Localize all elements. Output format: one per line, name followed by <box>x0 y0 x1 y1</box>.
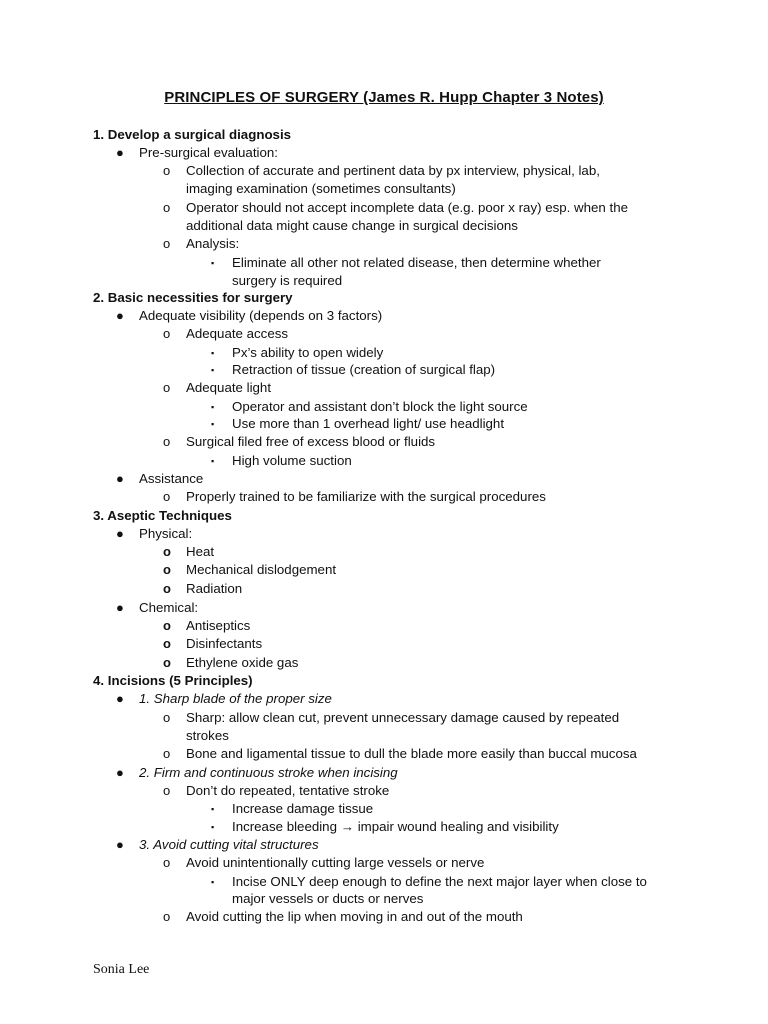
square-bullet-icon: ▪ <box>211 804 215 814</box>
filled-bullet-icon: ● <box>116 308 124 323</box>
list-item: Collection of accurate and pertinent data by px interview, physical, lab, <box>186 163 600 178</box>
filled-bullet-icon: ● <box>116 600 124 615</box>
list-item: Properly trained to be familiarize with the surgical procedures <box>186 489 546 504</box>
footer-author: Sonia Lee <box>93 962 150 977</box>
list-item: Operator should not accept incomplete data (e.g. poor x ray) esp. when the <box>186 200 629 215</box>
list-item-text: Increase bleeding <box>232 819 337 834</box>
circle-bullet-icon: o <box>163 544 171 559</box>
list-item: Radiation <box>186 581 243 596</box>
list-item-continuation: major vessels or ducts or nerves <box>232 891 424 906</box>
list-item: Use more than 1 overhead light/ use headlight <box>232 416 505 431</box>
circle-bullet-icon: o <box>163 618 171 633</box>
list-item: Retraction of tissue (creation of surgical flap) <box>232 362 496 377</box>
list-item: Surgical filed free of excess blood or fluids <box>186 434 436 449</box>
filled-bullet-icon: ● <box>116 691 124 706</box>
list-item: Adequate light <box>186 380 272 395</box>
circle-bullet-icon: o <box>163 581 171 596</box>
square-bullet-icon: ▪ <box>211 258 215 268</box>
list-item: Operator and assistant don’t block the light source <box>232 399 528 414</box>
circle-bullet-icon: o <box>163 200 171 215</box>
square-bullet-icon: ▪ <box>211 402 215 412</box>
list-item: Heat <box>186 544 215 559</box>
circle-bullet-icon: o <box>163 434 171 449</box>
circle-bullet-icon: o <box>163 783 171 798</box>
circle-bullet-icon: o <box>163 746 171 761</box>
list-item: Chemical: <box>139 600 199 615</box>
list-item: Sharp: allow clean cut, prevent unnecessary damage caused by repeated <box>186 710 620 725</box>
list-item: Bone and ligamental tissue to dull the blade more easily than buccal mucosa <box>186 746 637 761</box>
list-item: Avoid cutting the lip when moving in and out of the mouth <box>186 909 523 924</box>
circle-bullet-icon: o <box>163 710 171 725</box>
list-item: Adequate access <box>186 326 289 341</box>
square-bullet-icon: ▪ <box>211 877 215 887</box>
square-bullet-icon: ▪ <box>211 456 215 466</box>
list-item: Physical: <box>139 526 193 541</box>
list-item: Ethylene oxide gas <box>186 655 299 670</box>
list-item-text: impair wound healing and visibility <box>357 819 559 834</box>
list-item: Adequate visibility (depends on 3 factors) <box>139 308 383 323</box>
list-item: Mechanical dislodgement <box>186 562 337 577</box>
list-item: Incise ONLY deep enough to define the next major layer when close to <box>232 874 647 889</box>
filled-bullet-icon: ● <box>116 526 124 541</box>
list-item: High volume suction <box>232 453 352 468</box>
list-item: 2. Firm and continuous stroke when incising <box>139 765 398 780</box>
list-item: Don’t do repeated, tentative stroke <box>186 783 390 798</box>
circle-bullet-icon: o <box>163 380 171 395</box>
list-item-continuation: additional data might cause change in surgical decisions <box>186 218 518 233</box>
section-heading-4: 4. Incisions (5 Principles) <box>93 673 253 688</box>
square-bullet-icon: ▪ <box>211 348 215 358</box>
list-item-continuation: strokes <box>186 728 229 743</box>
circle-bullet-icon: o <box>163 489 171 504</box>
square-bullet-icon: ▪ <box>211 822 215 832</box>
section-heading-1: 1. Develop a surgical diagnosis <box>93 127 292 142</box>
list-item <box>232 818 559 836</box>
arrow-right-icon: → <box>340 819 354 834</box>
filled-bullet-icon: ● <box>116 471 124 486</box>
circle-bullet-icon: o <box>163 562 171 577</box>
list-item: Assistance <box>139 471 204 486</box>
filled-bullet-icon: ● <box>116 145 124 160</box>
square-bullet-icon: ▪ <box>211 365 215 375</box>
list-item: Increase damage tissue <box>232 801 374 816</box>
list-item: Eliminate all other not related disease, then determine whether <box>232 255 601 270</box>
list-item: 1. Sharp blade of the proper size <box>139 691 332 706</box>
list-item: Pre-surgical evaluation: <box>139 145 278 160</box>
section-heading-2: 2. Basic necessities for surgery <box>93 290 293 305</box>
list-item-continuation: surgery is required <box>232 273 343 288</box>
list-item-continuation: imaging examination (sometimes consultants) <box>186 181 456 196</box>
list-item: Disinfectants <box>186 636 263 651</box>
square-bullet-icon: ▪ <box>211 419 215 429</box>
circle-bullet-icon: o <box>163 326 171 341</box>
list-item: Antiseptics <box>186 618 251 633</box>
circle-bullet-icon: o <box>163 636 171 651</box>
circle-bullet-icon: o <box>163 236 171 251</box>
list-item: Px’s ability to open widely <box>232 345 384 360</box>
circle-bullet-icon: o <box>163 909 171 924</box>
filled-bullet-icon: ● <box>116 765 124 780</box>
list-item: Avoid unintentionally cutting large vessels or nerve <box>186 855 485 870</box>
section-heading-3: 3. Aseptic Techniques <box>93 508 232 523</box>
filled-bullet-icon: ● <box>116 837 124 852</box>
list-item: Analysis: <box>186 236 240 251</box>
circle-bullet-icon: o <box>163 655 171 670</box>
list-item: 3. Avoid cutting vital structures <box>139 837 319 852</box>
circle-bullet-icon: o <box>163 855 171 870</box>
document-title: PRINCIPLES OF SURGERY (James R. Hupp Chapter 3 Notes) <box>164 89 604 106</box>
circle-bullet-icon: o <box>163 163 171 178</box>
